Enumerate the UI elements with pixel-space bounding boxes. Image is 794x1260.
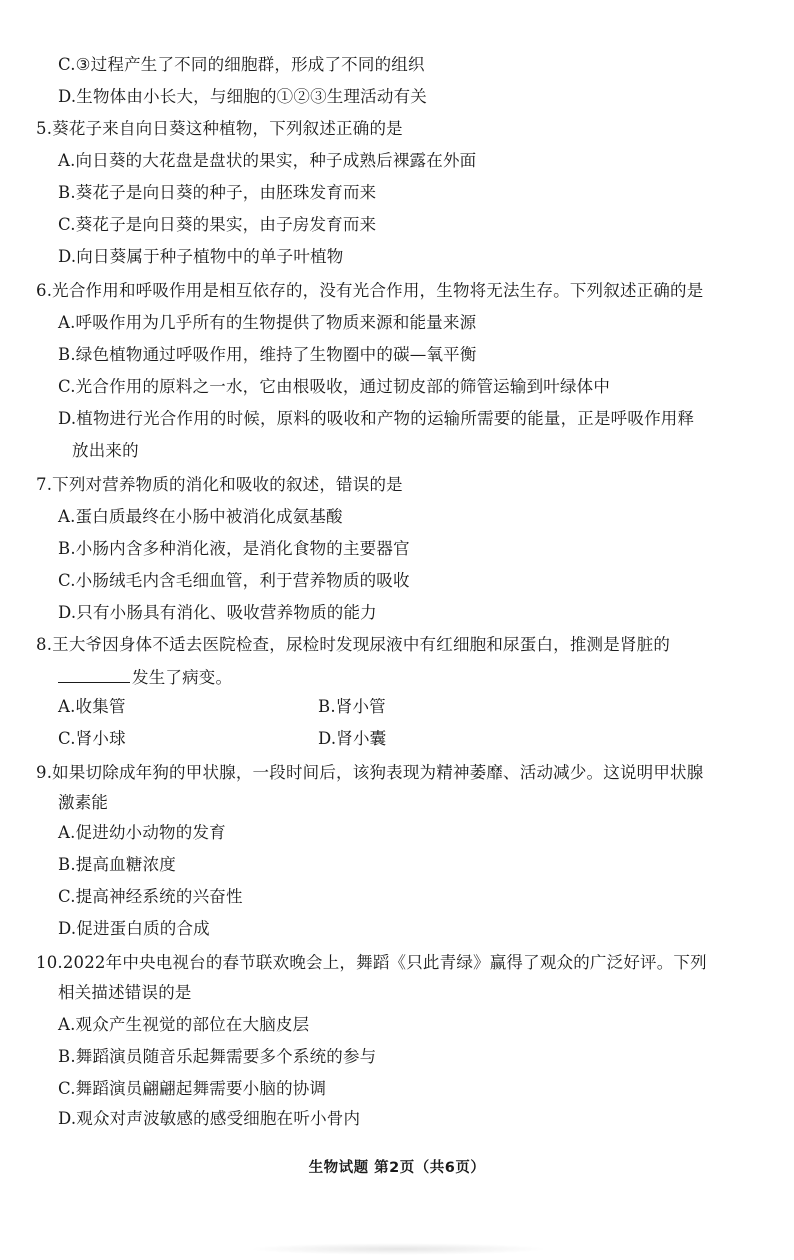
q8-option-a: A.收集管: [58, 697, 126, 716]
q5-option-a: A.向日葵的大花盘是盘状的果实，种子成熟后裸露在外面: [58, 151, 477, 170]
q7-option-d: D.只有小肠具有消化、吸收营养物质的能力: [58, 603, 377, 622]
q5-stem: 5.葵花子来自向日葵这种植物，下列叙述正确的是: [36, 119, 403, 138]
q9-option-b: B.提高血糖浓度: [58, 855, 176, 874]
q9-option-d: D.促进蛋白质的合成: [58, 919, 210, 938]
q9-stem-continued: 激素能: [58, 793, 109, 812]
q5-option-c: C.葵花子是向日葵的果实，由子房发育而来: [58, 215, 377, 234]
q7-option-a: A.蛋白质最终在小肠中被消化成氨基酸: [58, 507, 343, 526]
q6-option-b: B.绿色植物通过呼吸作用，维持了生物圈中的碳—氧平衡: [58, 345, 477, 364]
q9-stem: 9.如果切除成年狗的甲状腺，一段时间后，该狗表现为精神萎靡、活动减少。这说明甲状腺: [36, 763, 704, 782]
q10-stem: 10.2022年中央电视台的春节联欢晚会上，舞蹈《只此青绿》赢得了观众的广泛好评。下列: [36, 953, 707, 972]
q8-stem-tail: 发生了病变。: [132, 668, 233, 687]
answer-blank: [58, 664, 130, 683]
q10-option-b: B.舞蹈演员随音乐起舞需要多个系统的参与: [58, 1047, 377, 1066]
q6-option-a: A.呼吸作用为几乎所有的生物提供了物质来源和能量来源: [58, 313, 477, 332]
q8-option-d: D.肾小囊: [318, 729, 387, 748]
scan-smudge: [248, 1243, 548, 1255]
q5-option-d: D.向日葵属于种子植物中的单子叶植物: [58, 247, 344, 266]
q8-option-b: B.肾小管: [318, 697, 386, 716]
q6-stem: 6.光合作用和呼吸作用是相互依存的，没有光合作用，生物将无法生存。下列叙述正确的是: [36, 281, 704, 300]
q10-option-c: C.舞蹈演员翩翩起舞需要小脑的协调: [58, 1079, 327, 1098]
q7-option-b: B.小肠内含多种消化液，是消化食物的主要器官: [58, 539, 410, 558]
q8-option-c: C.肾小球: [58, 729, 126, 748]
page-footer: 生物试题 第2页（共6页）: [308, 1160, 486, 1176]
q6-option-d-continued: 放出来的: [72, 441, 139, 460]
q6-option-d: D.植物进行光合作用的时候，原料的吸收和产物的运输所需要的能量，正是呼吸作用释: [58, 409, 695, 428]
q10-option-a: A.观众产生视觉的部位在大脑皮层: [58, 1015, 310, 1034]
q4-option-d: D.生物体由小长大，与细胞的①②③生理活动有关: [58, 87, 427, 106]
q9-option-a: A.促进幼小动物的发育: [58, 823, 226, 842]
q9-option-c: C.提高神经系统的兴奋性: [58, 887, 243, 906]
q6-option-c: C.光合作用的原料之一水，它由根吸收，通过韧皮部的筛管运输到叶绿体中: [58, 377, 611, 396]
q10-option-d: D.观众对声波敏感的感受细胞在听小骨内: [58, 1109, 361, 1128]
q8-stem-continued: [58, 664, 232, 689]
q5-option-b: B.葵花子是向日葵的种子，由胚珠发育而来: [58, 183, 377, 202]
q10-stem-continued: 相关描述错误的是: [58, 983, 192, 1002]
q4-option-c: C.③过程产生了不同的细胞群，形成了不同的组织: [58, 55, 425, 74]
q7-stem: 7.下列对营养物质的消化和吸收的叙述，错误的是: [36, 475, 403, 494]
q8-stem: 8.王大爷因身体不适去医院检查，尿检时发现尿液中有红细胞和尿蛋白，推测是肾脏的: [36, 635, 671, 654]
q7-option-c: C.小肠绒毛内含毛细血管，利于营养物质的吸收: [58, 571, 410, 590]
